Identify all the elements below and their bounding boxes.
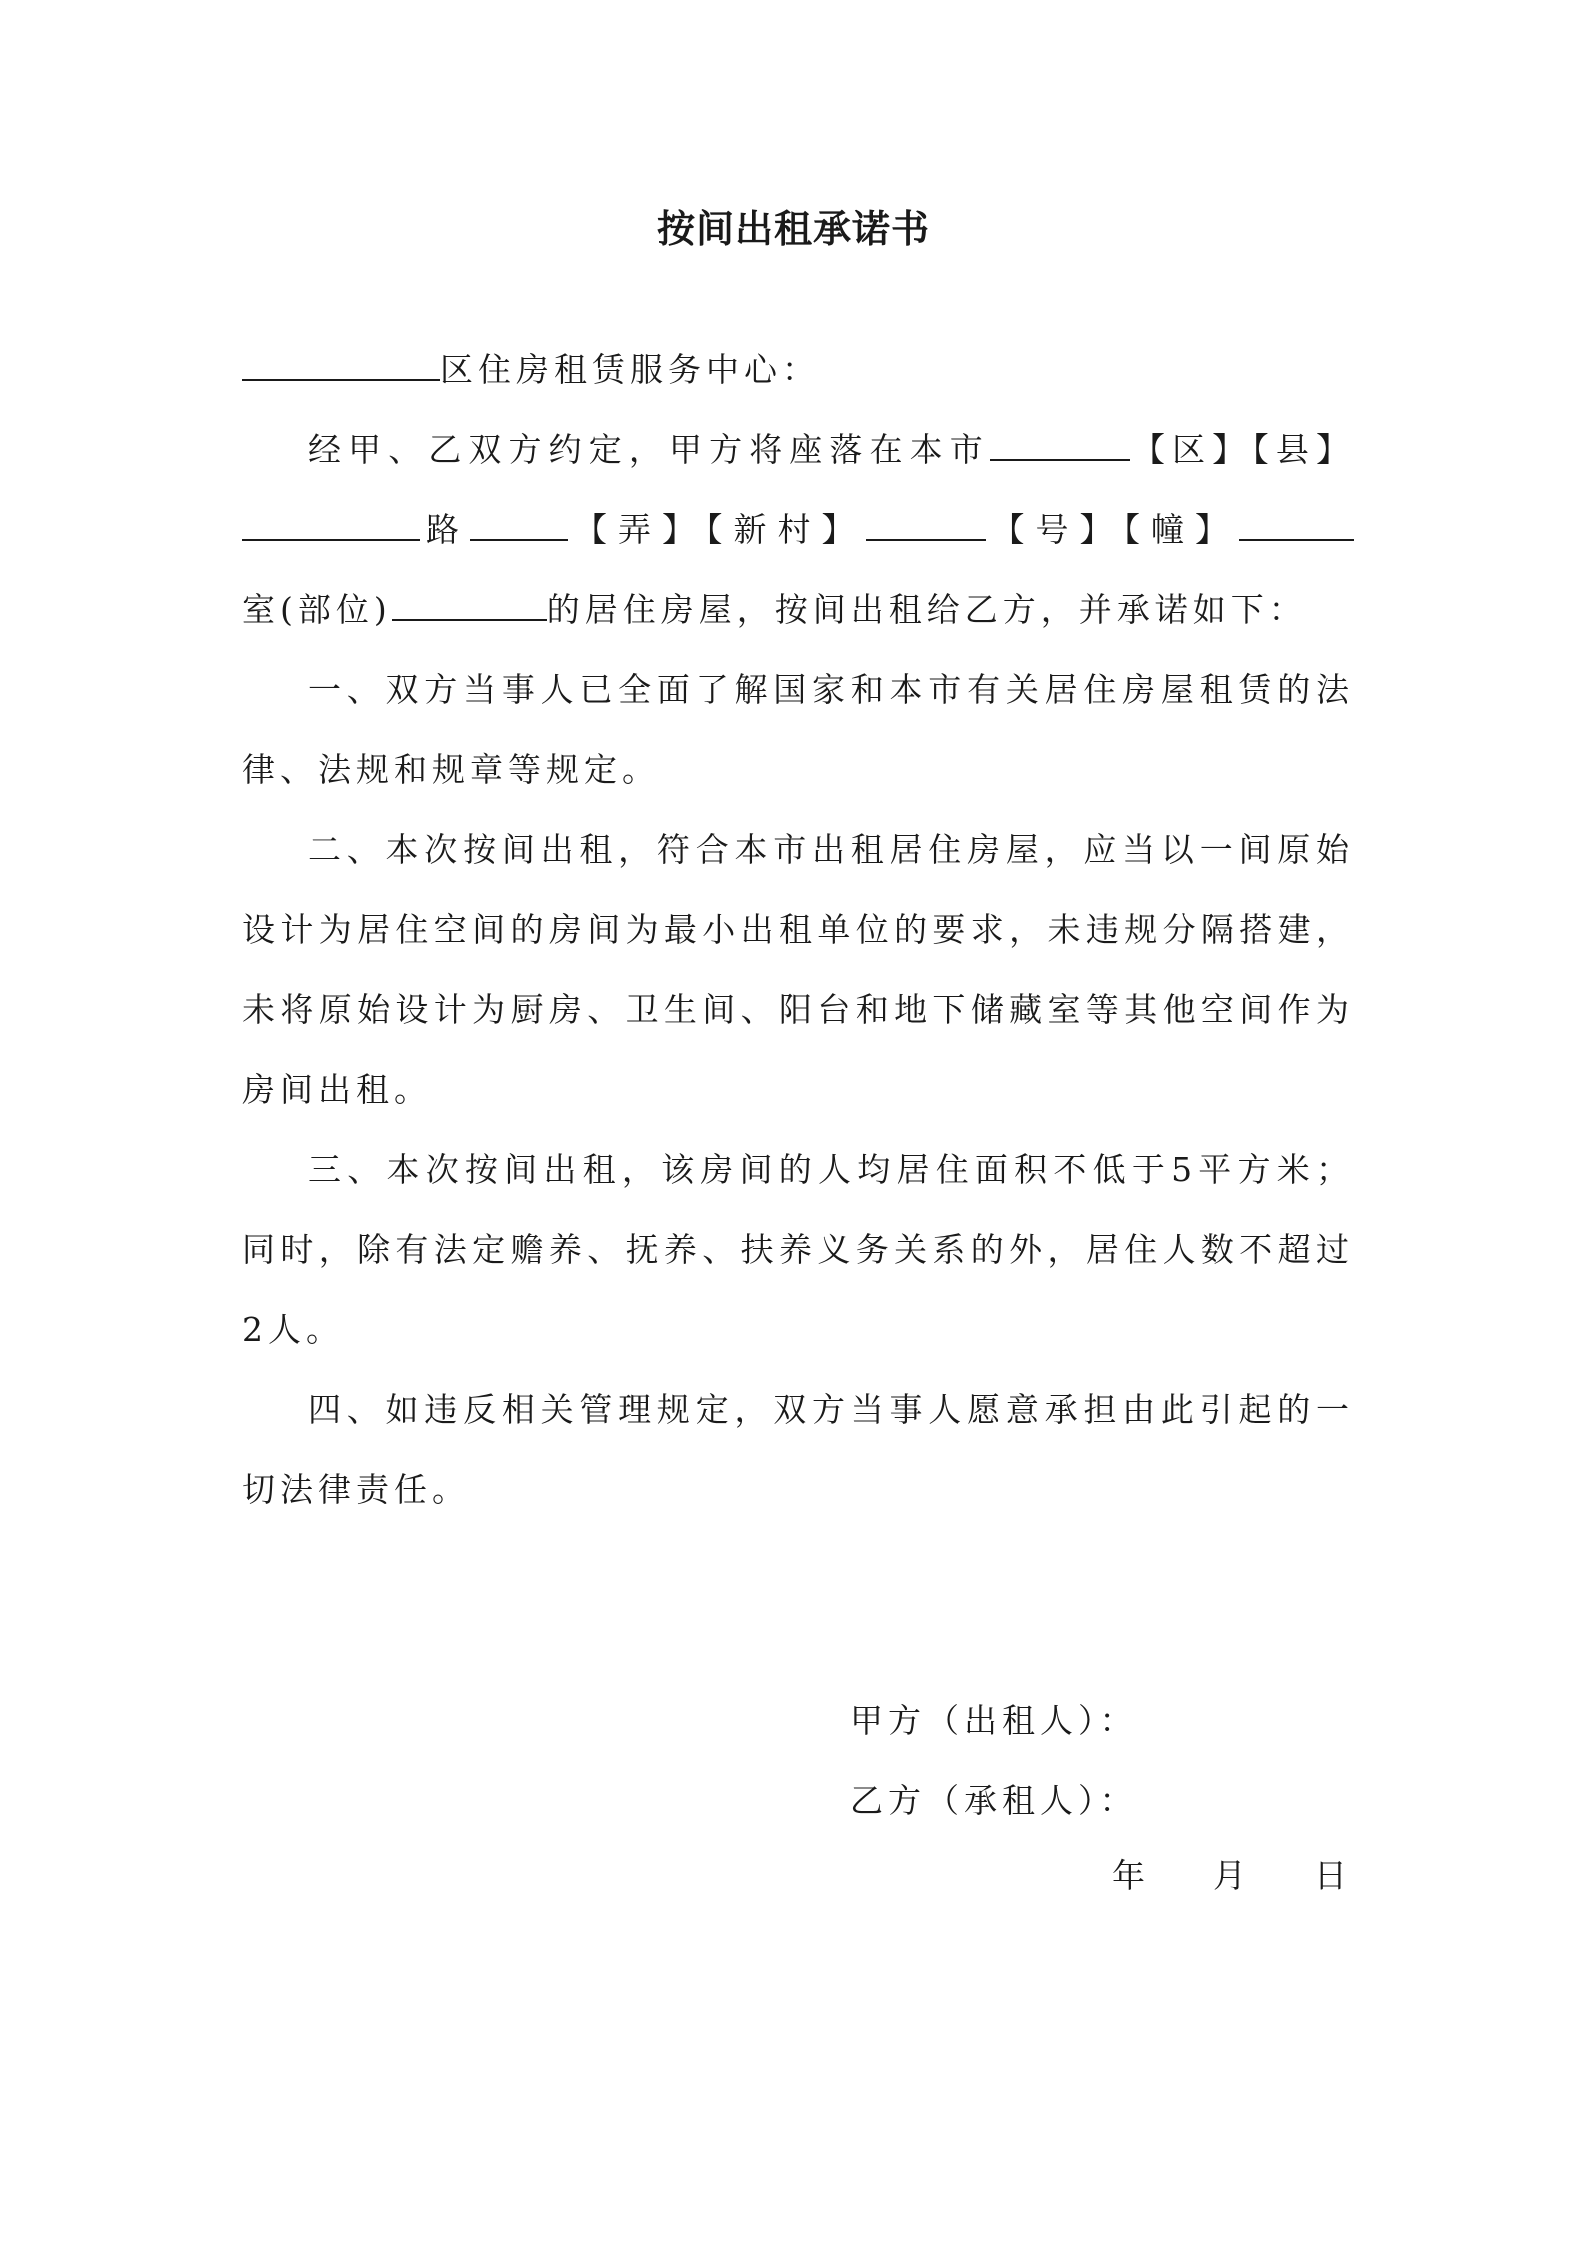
road-text: 路 — [420, 510, 470, 549]
date-day: 日 — [1314, 1856, 1347, 1895]
number-blank — [866, 507, 986, 541]
date-month: 月 — [1213, 1856, 1246, 1895]
clause-4: 四、如违反相关管理规定，双方当事人愿意承担由此引起的一切法律责任。 — [242, 1390, 1354, 1509]
addressee-line — [242, 330, 1354, 410]
district-blank — [242, 347, 440, 381]
date-year: 年 — [1112, 1856, 1145, 1895]
road-blank — [242, 507, 420, 541]
clause-3: 三、本次按间出租，该房间的人均居住面积不低于5平方米；同时，除有法定赡养、抚养、扶养义务关系的外，居住人数不超过2人。 — [242, 1150, 1354, 1349]
number-text: 【号】【幢】 — [985, 510, 1239, 549]
clause-2: 二、本次按间出租，符合本市出租居住房屋，应当以一间原始设计为居住空间的房间为最小出租单位的要求，未违规分隔搭建，未将原始设计为厨房、卫生间、阳台和地下储藏室等其他空间作为房间出租。 — [242, 830, 1354, 1109]
document-title: 按间出租承诺书 — [656, 206, 930, 251]
party-a-signature: 甲方（出租人）： — [850, 1701, 1138, 1740]
lane-text: 【弄】【新村】 — [568, 510, 866, 549]
city-district-blank — [990, 427, 1130, 461]
clause-1: 一、双方当事人已全面了解国家和本市有关居住房屋租赁的法律、法规和规章等规定。 — [242, 670, 1354, 789]
room-text: 室(部位) — [242, 590, 392, 629]
signature-date — [1112, 1850, 1347, 1897]
building-blank — [1239, 507, 1354, 541]
lane-blank — [470, 507, 568, 541]
addressee-text: 区住房租赁服务中心： — [440, 350, 820, 389]
district-county-text: 【区】【县】 — [1129, 430, 1355, 469]
intro-text-3: 的居住房屋，按间出租给乙方，并承诺如下： — [546, 590, 1307, 629]
document-body — [242, 330, 1354, 1530]
party-b-signature: 乙方（承租人）： — [850, 1781, 1138, 1820]
intro-line-1 — [242, 410, 1354, 490]
intro-line-3 — [242, 570, 1354, 650]
room-blank — [392, 587, 547, 621]
intro-line-2 — [242, 490, 1354, 570]
intro-text-1: 经甲、乙双方约定，甲方将座落在本市 — [308, 430, 990, 469]
